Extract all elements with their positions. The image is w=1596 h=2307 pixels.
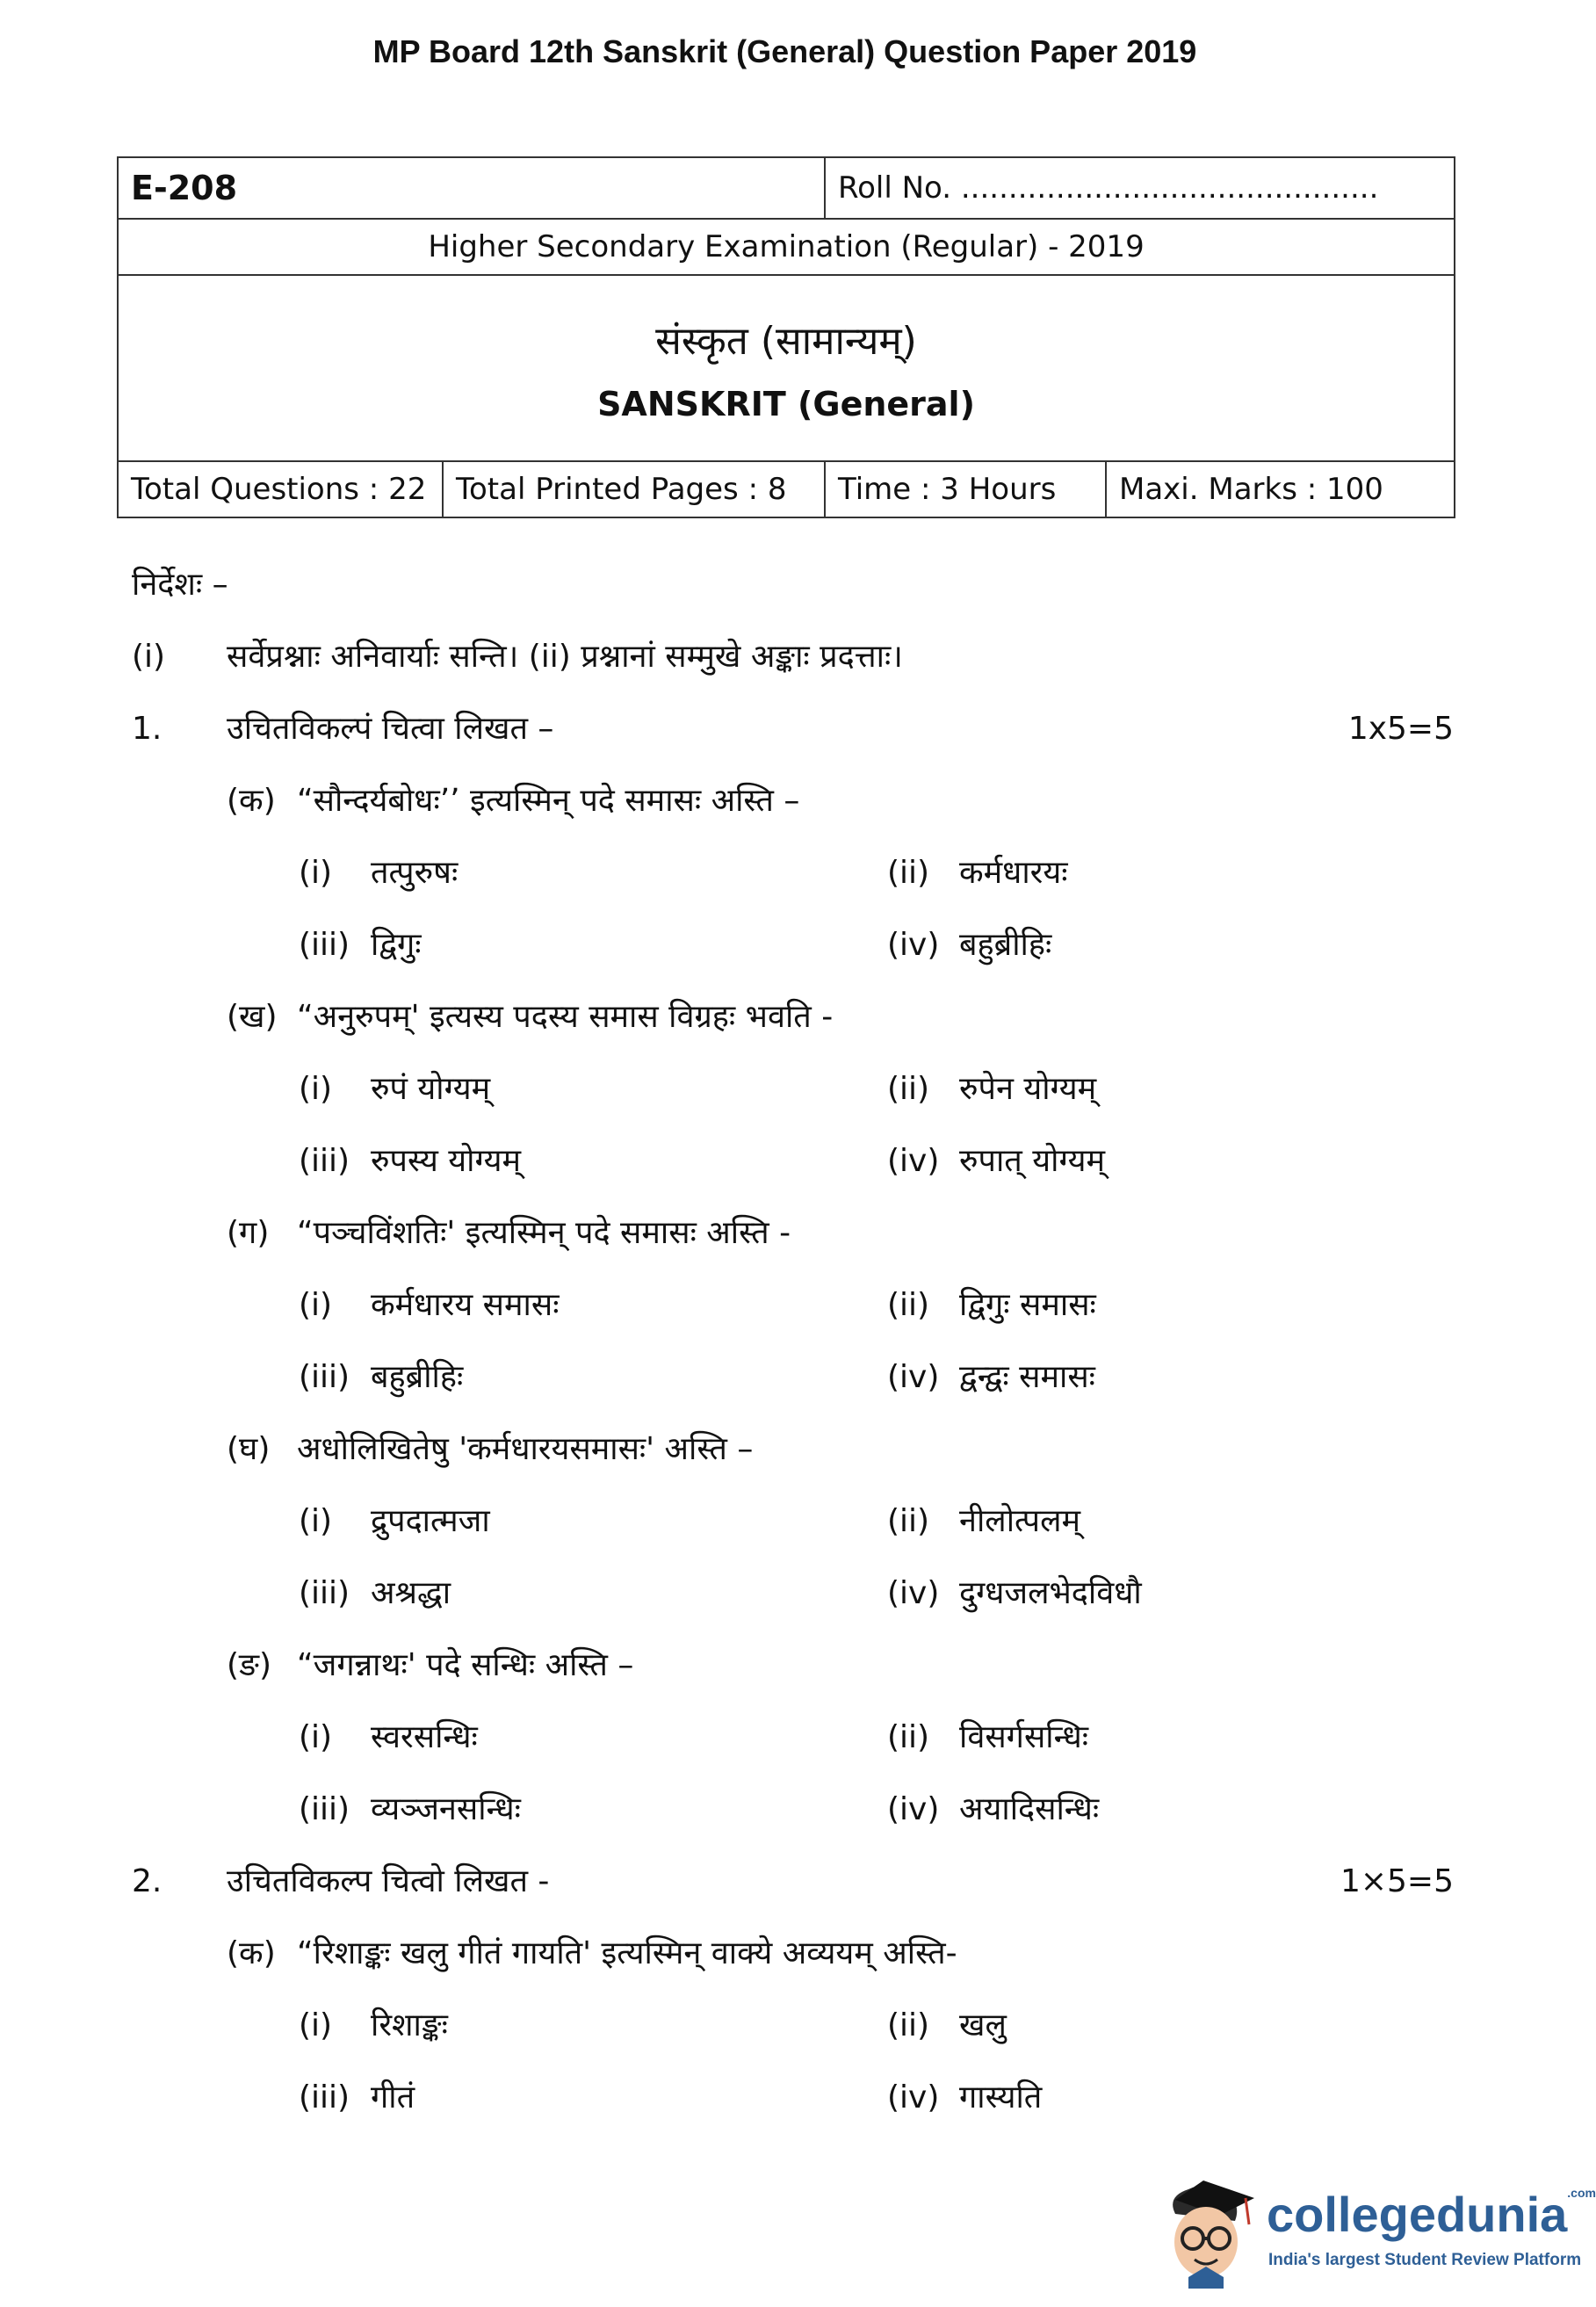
total-pages: Total Printed Pages : 8 <box>443 461 825 517</box>
option <box>887 1710 1088 1765</box>
option-label: (iv) <box>887 927 940 963</box>
option-label: (iii) <box>299 2079 350 2115</box>
option-text: अयादिसन्धिः <box>959 1791 1100 1827</box>
option-text: अश्रद्धा <box>371 1575 451 1611</box>
option-row <box>132 1999 1454 2071</box>
exam-name: Higher Secondary Examination (Regular) - 2019 <box>118 219 1455 275</box>
logo-tagline: India's largest Student Review Platform <box>1268 2251 1582 2269</box>
subquestion-text: “पञ्चविंशतिः' इत्यस्मिन् पदे समासः अस्ति - <box>297 1215 791 1251</box>
question-text: उचितविकल्प चित्वो लिखत - <box>227 1863 550 1899</box>
subquestion-label: (ग) <box>227 1215 270 1251</box>
option <box>299 1350 463 1405</box>
option <box>299 846 458 900</box>
option-label: (iii) <box>299 1359 350 1395</box>
option-label: (iii) <box>299 1791 350 1827</box>
logo-name <box>1267 2186 1596 2243</box>
option-label: (iv) <box>887 1359 940 1395</box>
option <box>887 1062 1096 1117</box>
option-row <box>132 1134 1454 1206</box>
option-label: (iv) <box>887 1791 940 1827</box>
option <box>299 1566 451 1621</box>
subquestion-text: अधोलिखितेषु 'कर्मधारयसमासः' अस्ति – <box>297 1431 754 1467</box>
option-label: (ii) <box>887 855 930 891</box>
option-text: रुपेन योग्यम् <box>959 1071 1097 1107</box>
option-text: द्रुपदात्मजा <box>371 1503 490 1539</box>
option <box>299 1134 521 1189</box>
option <box>299 1783 521 1837</box>
subquestion <box>132 1927 1454 1999</box>
exam-header-table <box>117 156 1455 518</box>
student-mascot-icon <box>1158 2179 1259 2289</box>
option-row <box>132 1710 1454 1783</box>
question-content <box>132 558 1454 2143</box>
option-row <box>132 846 1454 918</box>
instruction-text: सर्वेप्रश्नाः अनिवार्याः सन्ति। (ii) प्रश्नानां सम्मुखे अङ्काः प्रदत्ताः। <box>227 639 903 675</box>
option-label: (i) <box>299 1503 333 1539</box>
option <box>299 918 422 973</box>
total-questions: Total Questions : 22 <box>118 461 443 517</box>
option <box>299 1710 478 1765</box>
option-label: (iv) <box>887 1143 940 1179</box>
question-2 <box>132 1855 1454 1927</box>
subquestion-label: (ङ) <box>227 1647 272 1683</box>
option <box>887 1999 1007 2053</box>
question-number: 2. <box>132 1863 162 1899</box>
option-label: (ii) <box>887 1719 930 1755</box>
option-text: रिशाङ्कः <box>371 2007 448 2043</box>
option <box>887 846 1068 900</box>
option-text: रुपात् योग्यम् <box>959 1143 1105 1179</box>
subquestion-text: “जगन्नाथः' पदे सन्धिः अस्ति – <box>297 1647 634 1683</box>
option-label: (iii) <box>299 1143 350 1179</box>
option-text: बहुब्रीहिः <box>959 927 1052 963</box>
option-label: (ii) <box>887 2007 930 2043</box>
instruction-line <box>132 630 1454 702</box>
subquestion <box>132 1422 1454 1494</box>
subquestion-text: “सौन्दर्यबोधः’’ इत्यस्मिन् पदे समासः अस्ति – <box>297 783 800 819</box>
option <box>887 2071 1042 2125</box>
option <box>887 1783 1099 1837</box>
option-row <box>132 1783 1454 1855</box>
exam-time: Time : 3 Hours <box>825 461 1106 517</box>
subquestion-label: (ख) <box>227 999 278 1035</box>
subquestion-text: “रिशाङ्कः खलु गीतं गायति' इत्यस्मिन् वाक्ये अव्ययम् अस्ति- <box>297 1935 957 1971</box>
option-row <box>132 1062 1454 1134</box>
subquestion <box>132 990 1454 1062</box>
option-text: द्विगुः <box>371 927 422 963</box>
option-label: (iii) <box>299 927 350 963</box>
option-label: (i) <box>299 1071 333 1107</box>
option <box>887 918 1051 973</box>
option-row <box>132 1278 1454 1350</box>
question-marks: 1x5=5 <box>1347 711 1454 747</box>
option <box>299 1062 490 1117</box>
option-label: (i) <box>299 2007 333 2043</box>
option <box>299 2071 415 2125</box>
option-row <box>132 1494 1454 1566</box>
option-label: (iv) <box>887 1575 940 1611</box>
option-label: (iii) <box>299 1575 350 1611</box>
option-label: (ii) <box>887 1503 930 1539</box>
option-label: (i) <box>299 855 333 891</box>
subject-english: SANSKRIT (General) <box>597 385 975 423</box>
option-text: गीतं <box>371 2079 415 2115</box>
option-text: द्विगुः समासः <box>959 1287 1096 1323</box>
option <box>887 1350 1095 1405</box>
instruction-number: (i) <box>132 639 166 675</box>
max-marks: Maxi. Marks : 100 <box>1106 461 1455 517</box>
option-text: गास्यति <box>959 2079 1043 2115</box>
option <box>887 1566 1142 1621</box>
option <box>299 1494 490 1549</box>
option <box>887 1494 1080 1549</box>
option-row <box>132 2071 1454 2143</box>
question-1 <box>132 702 1454 774</box>
option-label: (ii) <box>887 1071 930 1107</box>
page-title: MP Board 12th Sanskrit (General) Question Paper 2019 <box>372 33 1197 69</box>
subquestion-label: (क) <box>227 783 276 819</box>
subject-cell <box>118 275 1455 461</box>
option-text: द्वन्द्वः समासः <box>959 1359 1095 1395</box>
option-text: कर्मधारय समासः <box>371 1287 560 1323</box>
option-label: (iv) <box>887 2079 940 2115</box>
option-row <box>132 1350 1454 1422</box>
subquestion <box>132 1638 1454 1710</box>
option-text: रुपं योग्यम् <box>371 1071 491 1107</box>
subquestion-label: (क) <box>227 1935 276 1971</box>
option <box>887 1278 1096 1333</box>
question-marks: 1×5=5 <box>1340 1863 1454 1899</box>
option-row <box>132 918 1454 990</box>
option-label: (i) <box>299 1719 333 1755</box>
option-label: (i) <box>299 1287 333 1323</box>
option-text: खलु <box>959 2007 1007 2043</box>
subquestion-label: (घ) <box>227 1431 271 1467</box>
option <box>299 1278 559 1333</box>
option-text: तत्पुरुषः <box>371 855 459 891</box>
paper-code: E-208 <box>118 157 825 219</box>
logo-domain: .com <box>1567 2186 1596 2200</box>
option-row <box>132 1566 1454 1638</box>
option-text: रुपस्य योग्यम् <box>371 1143 522 1179</box>
option-text: बहुब्रीहिः <box>371 1359 464 1395</box>
subquestion <box>132 774 1454 846</box>
subject-hindi: संस्कृत (सामान्यम्) <box>655 319 917 364</box>
subquestion <box>132 1206 1454 1278</box>
question-text: उचितविकल्पं चित्वा लिखत – <box>227 711 554 747</box>
question-number: 1. <box>132 711 162 747</box>
option <box>887 1134 1105 1189</box>
option-text: व्यञ्जनसन्धिः <box>371 1791 521 1827</box>
option-label: (ii) <box>887 1287 930 1323</box>
option-text: दुग्धजलभेदविधौ <box>959 1575 1142 1611</box>
logo-wordmark: collegedunia <box>1267 2187 1568 2242</box>
option-text: कर्मधारयः <box>959 855 1068 891</box>
instructions-heading <box>132 558 1454 630</box>
instructions-heading-text: निर्देशः – <box>132 567 228 603</box>
option-text: नीलोत्पलम् <box>959 1503 1081 1539</box>
option-text: विसर्गसन्धिः <box>959 1719 1088 1755</box>
collegedunia-logo[interactable] <box>1151 2170 1596 2293</box>
subquestion-text: “अनुरुपम्' इत्यस्य पदस्य समास विग्रहः भवति - <box>297 999 834 1035</box>
option <box>299 1999 448 2053</box>
roll-number: Roll No. ............................................ <box>825 157 1455 219</box>
option-text: स्वरसन्धिः <box>371 1719 478 1755</box>
